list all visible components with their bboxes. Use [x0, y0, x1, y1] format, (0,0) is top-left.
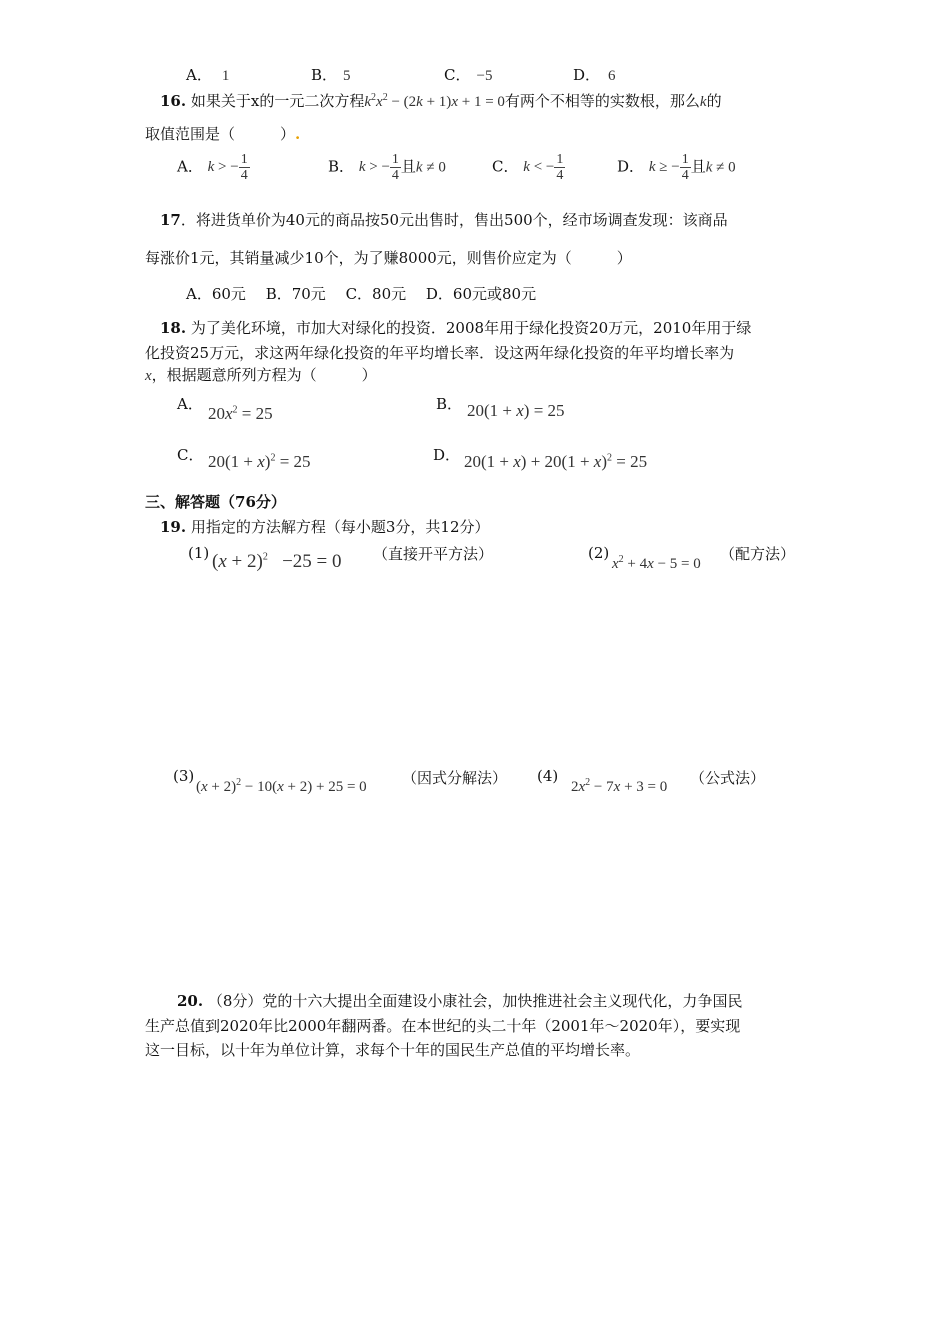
q19-part4-label	[537, 767, 558, 785]
q17-text: ．将进货单价为40元的商品按50元出售时，售出500个，经市场调查发现：该商品	[180, 211, 728, 229]
q19-stem	[160, 516, 490, 537]
part-label: (4)	[537, 767, 559, 785]
q19-part2-label	[588, 544, 609, 562]
question-number: 16.	[160, 92, 187, 110]
q20-text: （8分）党的十六大提出全面建设小康社会，加快推进社会主义现代化，力争国民	[207, 992, 743, 1010]
q20-stem-line1	[177, 990, 742, 1011]
q16-text: 取值范围是（ ）	[145, 125, 296, 143]
part-label: (3)	[173, 767, 195, 785]
option-formula: k > − $\frac{1}{4}$	[207, 152, 248, 184]
question-number: 18.	[160, 319, 187, 337]
q19-part1-equation: $(x + 2)^2 -25 = 0$	[212, 551, 342, 572]
q17-stem-line2	[145, 247, 632, 268]
option-label: D．	[433, 446, 461, 464]
q16-option-a	[177, 152, 250, 184]
option-label: A．	[186, 66, 212, 84]
and-word: 且	[400, 157, 416, 176]
option-label: C．	[492, 157, 519, 176]
q18-text: ，根据题意所列方程为（ ）	[151, 366, 377, 384]
question-number: 20.	[177, 992, 204, 1010]
option-label: B．	[328, 157, 355, 176]
option-formula: k ≥ − $\frac{1}{4}$	[648, 152, 689, 184]
q16-stem-line2	[145, 123, 300, 144]
option-label: B．	[436, 395, 463, 413]
q19-part1-label	[188, 544, 209, 562]
method-text: （配方法）	[720, 545, 796, 563]
option-formula-cond: k ≠ 0	[415, 159, 446, 176]
q18-option-a-label	[177, 393, 203, 414]
q18-var-x: x	[145, 368, 152, 384]
q20-stem-line2	[145, 1015, 740, 1036]
question-number: 19.	[160, 518, 187, 536]
part-label: (2)	[588, 544, 610, 562]
q17-options	[186, 283, 536, 304]
q18-text: 为了美化环境，市加大对绿化的投资．2008年用于绿化投资20万元，2010年用于绿	[190, 319, 752, 337]
q17-options-text: A．60元 B．70元 C．80元 D．60元或80元	[186, 285, 537, 303]
q20-stem-line3	[145, 1039, 640, 1060]
q16-var-k: k	[699, 94, 707, 110]
q19-part3-equation: $(x + 2)^2 - 10(x + 2) + 25 = 0$	[196, 777, 367, 795]
q18-text: 化投资25万元，求这两年绿化投资的年平均增长率．设这两年绿化投资的年平均增长率为	[145, 344, 735, 362]
option-formula-cond: k ≠ 0	[705, 159, 736, 176]
q18-option-d-label	[433, 444, 460, 465]
q16-equation: $k^2x^2 - (2k + 1)x + 1 = 0$	[364, 92, 505, 110]
option-label: B．	[311, 66, 338, 84]
q16-option-c	[492, 152, 565, 184]
q19-part1-method	[373, 543, 493, 564]
q15-option-d	[573, 64, 616, 85]
q18-stem-line1	[160, 317, 751, 338]
q18-option-c-label	[177, 444, 203, 465]
option-formula: k > − $\frac{1}{4}$	[358, 152, 399, 184]
q19-part2-method	[720, 543, 795, 564]
option-label: C．	[444, 66, 471, 84]
q18-option-b-label	[436, 393, 462, 414]
option-label: A．	[177, 157, 203, 176]
q16-option-d	[617, 152, 736, 184]
q18-option-a-formula: $20x^2 = 25$	[208, 404, 273, 423]
and-word: 且	[690, 157, 706, 176]
q19-part4-method	[690, 767, 765, 788]
q19-part3-method	[402, 767, 507, 788]
question-number: 17	[160, 211, 181, 229]
option-label: D．	[573, 66, 601, 84]
option-value: 6	[608, 68, 616, 84]
part-label: (1)	[188, 544, 210, 562]
q18-stem-line3	[145, 364, 377, 385]
method-text: （直接开平方法）	[373, 545, 494, 563]
method-text: （因式分解法）	[402, 769, 508, 787]
section-title: 三、解答题（76分）	[145, 493, 286, 511]
q15-option-a	[186, 64, 229, 85]
option-label: D．	[617, 157, 645, 176]
q17-text: 每涨价1元，其销量减少10个，为了赚8000元，则售价应定为（ ）	[145, 249, 632, 267]
option-value: −5	[476, 68, 493, 84]
option-label: A．	[177, 395, 203, 413]
q19-part4-equation: $2x^2 - 7x + 3 = 0$	[571, 777, 668, 795]
q19-part3-label	[173, 767, 194, 785]
q20-text: 生产总值到2020年比2000年翻两番。在本世纪的头二十年（2001年～2020年），要实现	[145, 1017, 741, 1035]
q20-text: 这一目标，以十年为单位计算，求每个十年的国民生产总值的平均增长率。	[145, 1041, 641, 1059]
q15-option-b	[311, 64, 351, 85]
option-label: C．	[177, 446, 204, 464]
q16-stem-line1	[160, 90, 722, 111]
orange-dot: .	[295, 125, 301, 143]
q18-option-b-formula: 20(1 + x) = 25	[467, 401, 565, 420]
q18-stem-line2	[145, 342, 734, 363]
q16-text: 有两个不相等的实数根，那么	[504, 92, 700, 110]
option-value: 1	[221, 68, 230, 84]
q18-option-c-formula: $20(1 + x)^2 = 25$	[208, 452, 311, 471]
q19-text: 用指定的方法解方程（每小题3分，共12分）	[190, 518, 490, 536]
q18-option-d-formula: $20(1 + x) + 20(1 + x)^2 = 25$	[464, 452, 648, 471]
q19-part2-equation: $x^2 + 4x - 5 = 0$	[612, 554, 701, 572]
q17-stem-line1	[160, 209, 728, 230]
method-text: （公式法）	[690, 769, 766, 787]
option-formula: k < − $\frac{1}{4}$	[523, 152, 564, 184]
q16-option-b	[328, 152, 446, 184]
q16-text: 的	[706, 92, 722, 110]
option-value: 5	[343, 68, 351, 84]
q16-text: 如果关于x的一元二次方程	[190, 92, 365, 110]
q15-option-c	[444, 64, 492, 85]
